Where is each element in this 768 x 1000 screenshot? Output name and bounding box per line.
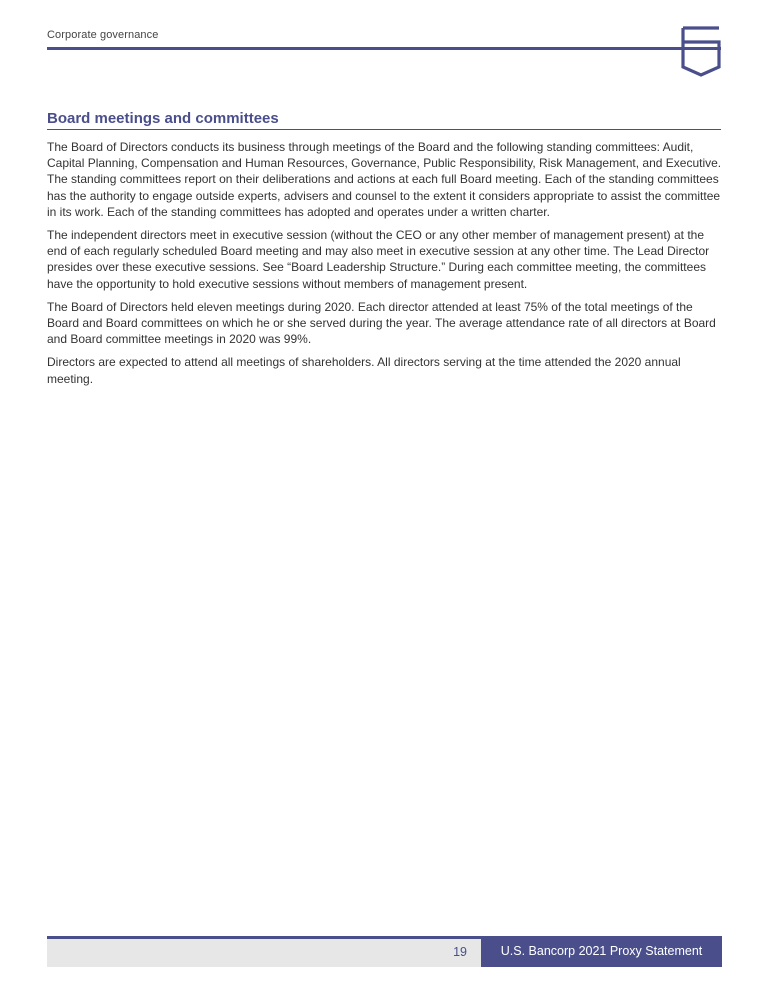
shield-icon bbox=[680, 26, 722, 78]
section-body bbox=[47, 139, 727, 394]
section-title: Board meetings and committees bbox=[47, 110, 279, 127]
section-label: Corporate governance bbox=[47, 29, 159, 41]
header-divider bbox=[47, 47, 721, 50]
page-footer bbox=[47, 936, 722, 967]
page-number: 19 bbox=[453, 945, 467, 959]
paragraph: The Board of Directors held eleven meetings during 2020. Each director attended at least 75% of the total meetings of the Board and Board committees on which he or she served during the year. The average attendance rate of all directors at Board and Board committee meetings in 2020 was 99%. bbox=[47, 299, 716, 347]
paragraph: The independent directors meet in executive session (without the CEO or any other member of management present) at the end of each regularly scheduled Board meeting and may also meet in executive session at any other time. The Lead Director presides over these executive sessions. See “Board Leadership Structure.” During each committee meeting, the committees have the opportunity to hold executive sessions without members of management present. bbox=[47, 228, 710, 291]
paragraph: The Board of Directors conducts its business through meetings of the Board and the following standing committees: Audit, Capital Planning, Compensation and Human Resources, Governance, Public Responsibility, Risk Management, and Executive. The standing committees report on their deliberations and actions at each full Board meeting. Each of the standing committees has the authority to engage outside experts, advisers and counsel to the extent it considers appropriate to assist the committee in its work. Each of the standing committees has adopted and operates under a written charter. bbox=[47, 140, 722, 219]
section-divider bbox=[47, 129, 721, 130]
paragraph: Directors are expected to attend all meetings of shareholders. All directors serving at the time attended the 2020 annual meeting. bbox=[47, 355, 681, 386]
document-title: U.S. Bancorp 2021 Proxy Statement bbox=[481, 936, 722, 967]
